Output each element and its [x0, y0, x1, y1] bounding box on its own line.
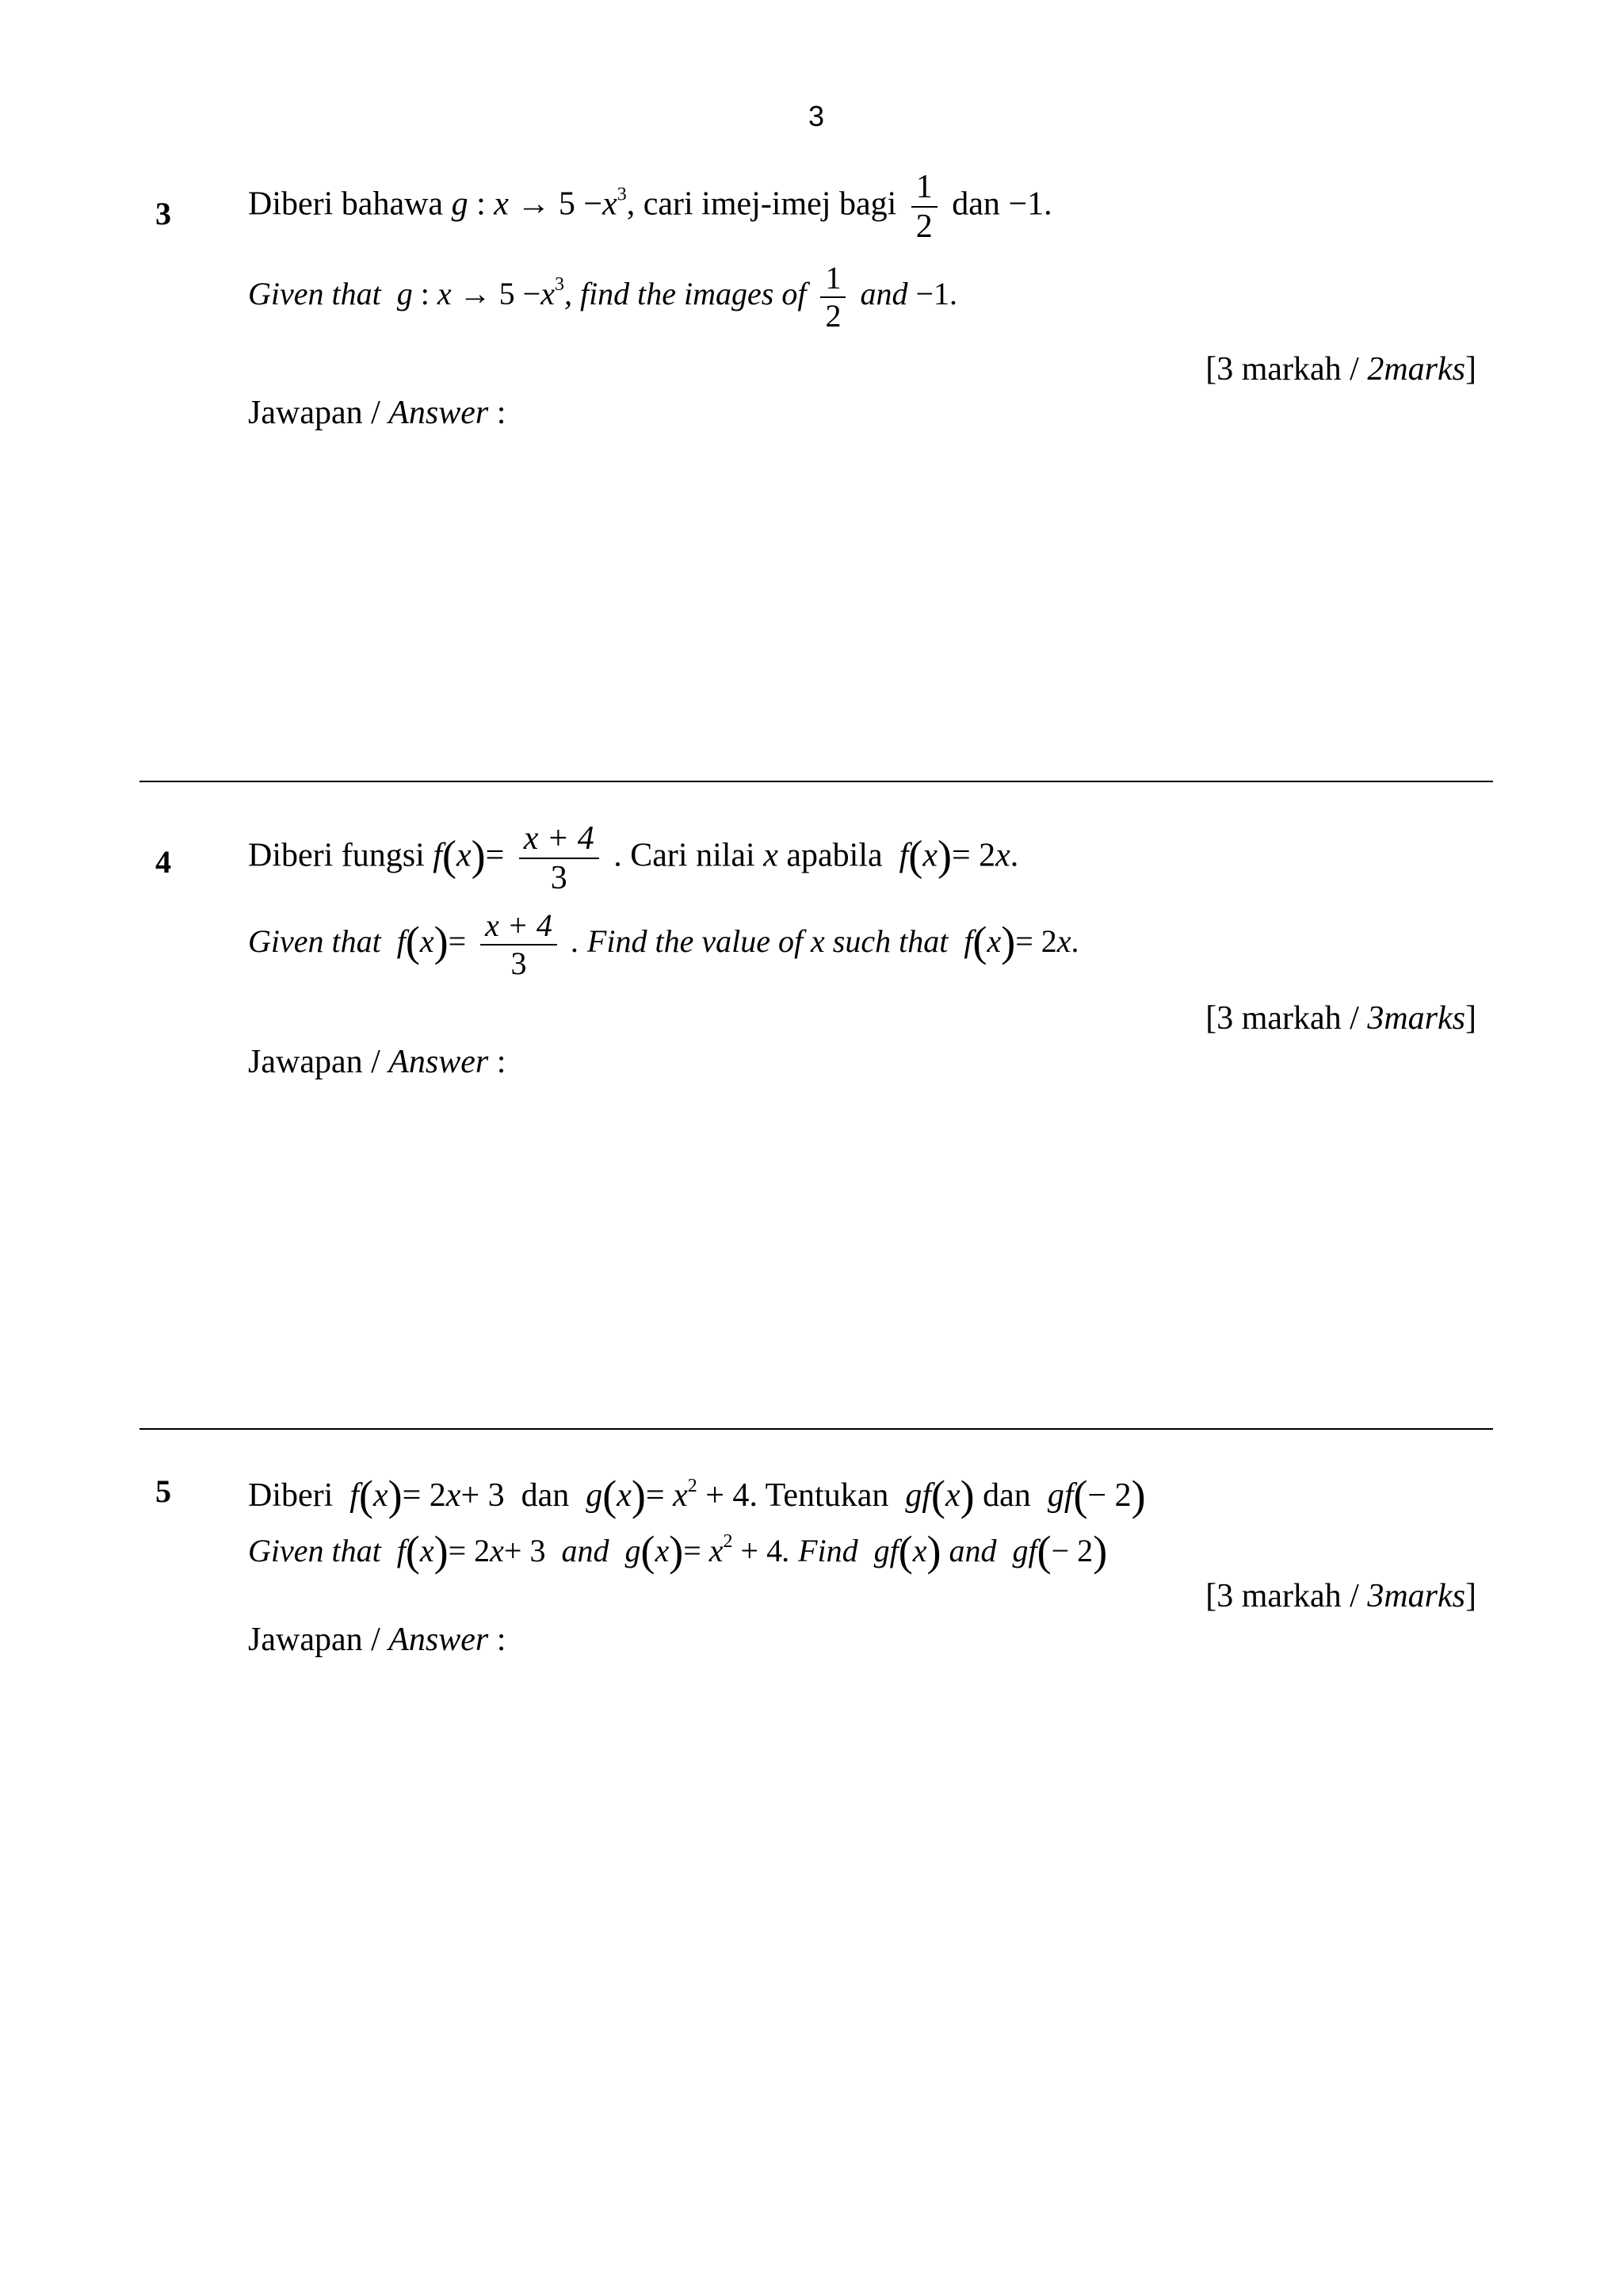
fraction-x-plus-4-over-3: $\frac{x + 4}{3}$ — [480, 909, 557, 980]
question-5-answer-label: Jawapan / Answer : — [248, 1622, 506, 1658]
question-3-number: 3 — [155, 196, 171, 231]
question-3-english-text: Given that g : $x \to 5 -x^3$, find the images of $\frac{1}{2}$ and −1. — [248, 260, 958, 334]
question-5-marks: [3 markah / 3marks] — [1205, 1578, 1476, 1614]
question-4-english-text: Given that f(x)= $\frac{x + 4}{3}$ . Find the value of x such that f(x)= 2x. — [248, 907, 1079, 981]
question-5-malay-text: Diberi f(x)= 2x+ 3 dan $g(x)= x^2 + 4$. Tentukan gf(x) dan gf(− 2) — [248, 1472, 1146, 1519]
question-5-english-text: Given that f(x)= 2x+ 3 and $g(x)= x^2 + 4$. Find gf(x) and gf(− 2) — [248, 1527, 1108, 1575]
question-4-malay-text: Diberi fungsi f(x)= $\frac{x + 4}{3}$ . Cari nilai x apabila f(x)= 2x. — [248, 820, 1019, 897]
question-4-answer-label: Jawapan / Answer : — [248, 1044, 506, 1080]
question-5-number: 5 — [155, 1473, 171, 1509]
fraction-one-half: $\frac{1}{2}$ — [820, 262, 846, 333]
page-number: 3 — [808, 100, 825, 132]
fraction-x-plus-4-over-3: $\frac{x + 4}{3}$ — [519, 821, 599, 896]
question-3-answer-label: Jawapan / Answer : — [248, 395, 506, 431]
question-4-number: 4 — [155, 844, 171, 880]
question-4-marks: [3 markah / 3marks] — [1205, 1000, 1476, 1037]
section-divider — [139, 781, 1493, 782]
section-divider — [139, 1428, 1493, 1430]
question-3-marks: [3 markah / 2marks] — [1205, 351, 1476, 388]
fraction-one-half: $\frac{1}{2}$ — [911, 170, 938, 244]
question-3-malay-text: Diberi bahawa g : $x \to 5 -x^3$, cari imej-imej bagi $\frac{1}{2}$ dan −1. — [248, 169, 1052, 246]
